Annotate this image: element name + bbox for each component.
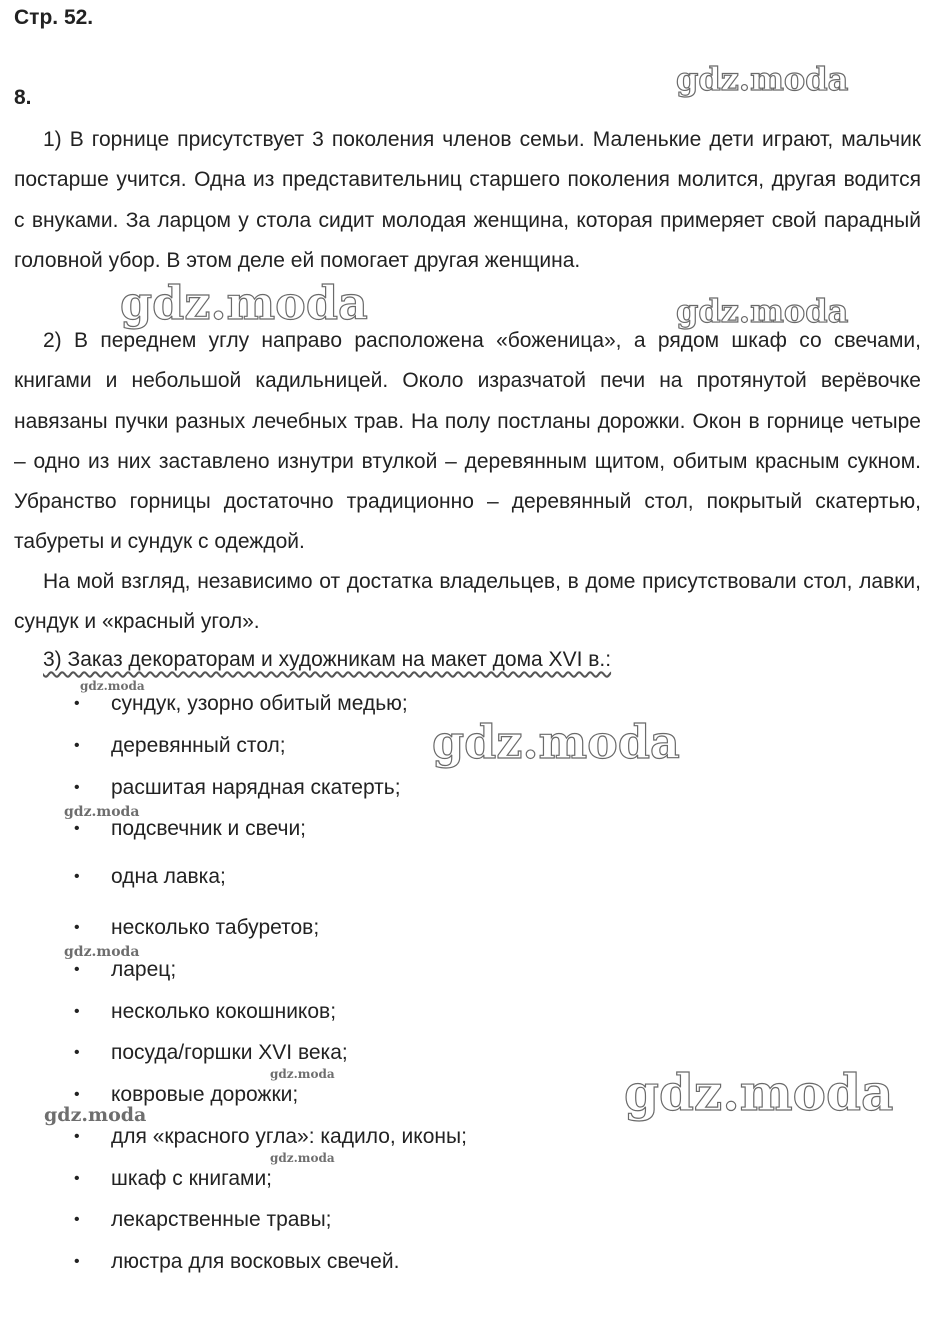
bullet: • [74, 1003, 80, 1020]
list-item-text: для «красного угла»: кадило, иконы; [111, 1125, 467, 1148]
list-item-text: одна лавка; [111, 865, 226, 888]
watermark: gdz.moda [624, 1063, 894, 1122]
paragraph-1: 1) В горнице присутствует 3 поколения членов семьи. Маленькие дети играют, мальчик постарше учится. Одна из представительниц старшего поколения молится, другая водится с внуками. За ларцом у стола сидит молодая женщина, которая примеряет свой парадный головной убор. В этом деле ей помогает другая женщина. [14, 128, 921, 272]
bullet: • [74, 1253, 80, 1270]
list-item-text: несколько кокошников; [111, 1000, 337, 1023]
bullet: • [74, 919, 80, 936]
list-item-text: несколько табуретов; [111, 916, 320, 939]
list-item-text: шкаф с книгами; [111, 1167, 273, 1190]
watermark: gdz.moda [676, 60, 849, 98]
bullet: • [74, 961, 80, 978]
list-item-text: ковровые дорожки; [111, 1083, 299, 1106]
watermark: gdz.moda [80, 679, 145, 693]
list-item-text: деревянный стол; [111, 734, 286, 757]
bullet: • [74, 1044, 80, 1061]
page-title: Стр. 52. [14, 6, 94, 29]
bullet: • [74, 1128, 80, 1145]
watermark: gdz.moda [432, 715, 680, 769]
list-item-text: сундук, узорно обитый медью; [111, 692, 408, 715]
paragraph-2: 2) В переднем углу направо расположена «боженица», а рядом шкаф со свечами, книгами и небольшой кадильницей. Около изразчатой печи на протянутой верёвочке навязаны пучки разных лечебных трав. На полу постланы дорожки. Окон в горнице четыре – одно из них заставлено изнутри втулкой – деревянным щитом, обитым красным сукном. Убранство горницы достаточно традиционно – деревянный стол, покрытый скатертью, табуреты и сундук с одеждой. [14, 329, 921, 554]
bullet: • [74, 1211, 80, 1228]
bullet: • [74, 737, 80, 754]
watermark: gdz.moda [676, 292, 849, 330]
watermark: gdz.moda [270, 1151, 335, 1165]
list-item-text: люстра для восковых свечей. [111, 1250, 400, 1273]
list-item-text: ларец; [111, 958, 177, 981]
bullet: • [74, 695, 80, 712]
watermark: gdz.moda [64, 804, 140, 820]
paragraph-3: На мой взгляд, независимо от достатка владельцев, в доме присутствовали стол, лавки, сундук и «красный угол». [14, 570, 921, 634]
list-item-text: подсвечник и свечи; [111, 817, 307, 840]
bullet: • [74, 868, 80, 885]
watermark: gdz.moda [120, 276, 368, 330]
list-item-text: посуда/горшки XVI века; [111, 1041, 348, 1064]
list-item-text: лекарственные травы; [111, 1208, 332, 1231]
watermark: gdz.moda [64, 944, 140, 960]
watermark: gdz.moda [270, 1067, 335, 1081]
task-number: 8. [14, 86, 32, 109]
list-item-text: расшитая нарядная скатерть; [111, 776, 401, 799]
order-heading: 3) Заказ декораторам и художникам на макет дома XVI в.: [43, 648, 612, 671]
bullet: • [74, 1086, 80, 1103]
bullet: • [74, 820, 80, 837]
bullet: • [74, 1170, 80, 1187]
bullet: • [74, 779, 80, 796]
watermark: gdz.moda [44, 1104, 147, 1126]
